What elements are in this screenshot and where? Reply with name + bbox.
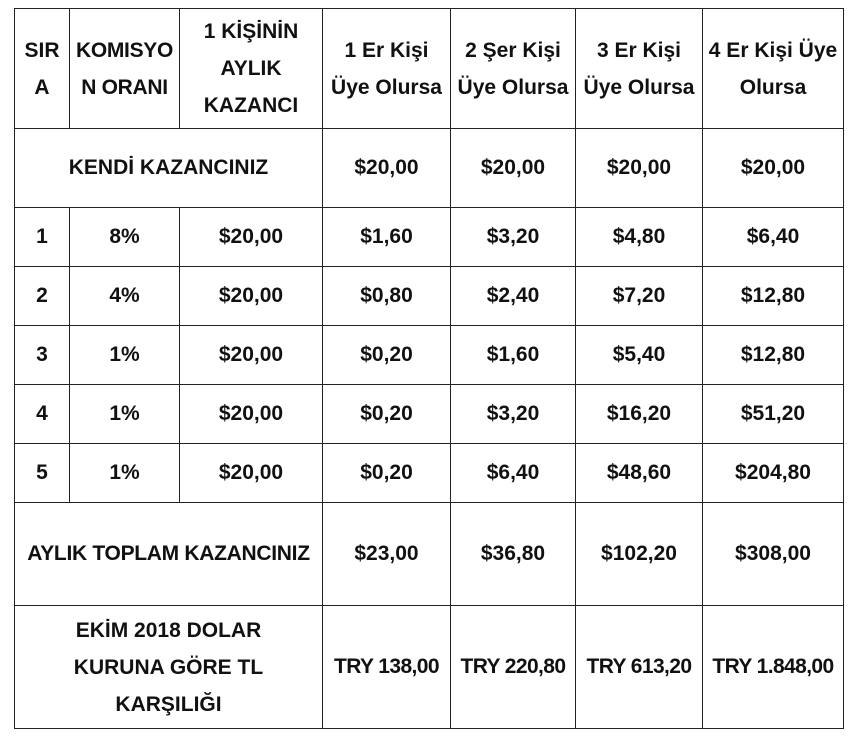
commission-table (14, 8, 844, 729)
row-value-3: $7,20 (576, 267, 703, 326)
header-3-er-kisi: 3 Er Kişi Üye Olursa (576, 9, 703, 129)
row-value-2: $2,40 (451, 267, 576, 326)
header-1-er-kisi: 1 Er Kişi Üye Olursa (323, 9, 451, 129)
header-aylik-kazanc: 1 KİŞİNİN AYLIK KAZANCI (180, 9, 323, 129)
row-oran: 1% (70, 444, 180, 503)
try-karsiligi-value-3: TRY 613,20 (576, 606, 703, 729)
aylik-toplam-label: AYLIK TOPLAM KAZANCINIZ (15, 503, 323, 606)
row-value-1: $1,60 (323, 208, 451, 267)
row-value-2: $1,60 (451, 326, 576, 385)
kendi-kazanc-label: KENDİ KAZANCINIZ (15, 129, 323, 208)
row-sira: 3 (15, 326, 70, 385)
row-kazanc: $20,00 (180, 208, 323, 267)
row-value-2: $3,20 (451, 385, 576, 444)
row-value-3: $4,80 (576, 208, 703, 267)
kendi-kazanc-value-3: $20,00 (576, 129, 703, 208)
try-karsiligi-label: EKİM 2018 DOLAR KURUNA GÖRE TL KARŞILIĞI (15, 606, 323, 729)
row-value-3: $48,60 (576, 444, 703, 503)
try-karsiligi-value-1: TRY 138,00 (323, 606, 451, 729)
row-value-2: $6,40 (451, 444, 576, 503)
table-row (15, 444, 844, 503)
header-sira: SIR A (15, 9, 70, 129)
row-value-3: $16,20 (576, 385, 703, 444)
try-karsiligi-row (15, 606, 844, 729)
row-sira: 1 (15, 208, 70, 267)
row-kazanc: $20,00 (180, 385, 323, 444)
row-value-2: $3,20 (451, 208, 576, 267)
row-value-4: $12,80 (703, 267, 844, 326)
row-value-1: $0,20 (323, 326, 451, 385)
kendi-kazanc-row (15, 129, 844, 208)
row-value-1: $0,20 (323, 385, 451, 444)
table-row (15, 326, 844, 385)
header-2-ser-kisi: 2 Şer Kişi Üye Olursa (451, 9, 576, 129)
row-oran: 1% (70, 326, 180, 385)
aylik-toplam-value-3: $102,20 (576, 503, 703, 606)
table-row (15, 208, 844, 267)
kendi-kazanc-value-2: $20,00 (451, 129, 576, 208)
row-kazanc: $20,00 (180, 267, 323, 326)
row-sira: 4 (15, 385, 70, 444)
row-oran: 4% (70, 267, 180, 326)
row-oran: 1% (70, 385, 180, 444)
row-value-4: $204,80 (703, 444, 844, 503)
row-value-4: $6,40 (703, 208, 844, 267)
table-row (15, 385, 844, 444)
aylik-toplam-value-1: $23,00 (323, 503, 451, 606)
aylik-toplam-row (15, 503, 844, 606)
row-oran: 8% (70, 208, 180, 267)
row-sira: 2 (15, 267, 70, 326)
kendi-kazanc-value-4: $20,00 (703, 129, 844, 208)
row-value-4: $51,20 (703, 385, 844, 444)
commission-table-container (14, 8, 844, 729)
row-value-3: $5,40 (576, 326, 703, 385)
row-value-1: $0,20 (323, 444, 451, 503)
row-kazanc: $20,00 (180, 444, 323, 503)
kendi-kazanc-value-1: $20,00 (323, 129, 451, 208)
header-komisyon-orani: KOMISYO N ORANI (70, 9, 180, 129)
row-sira: 5 (15, 444, 70, 503)
row-value-4: $12,80 (703, 326, 844, 385)
aylik-toplam-value-2: $36,80 (451, 503, 576, 606)
try-karsiligi-value-4: TRY 1.848,00 (703, 606, 844, 729)
row-kazanc: $20,00 (180, 326, 323, 385)
row-value-1: $0,80 (323, 267, 451, 326)
try-karsiligi-value-2: TRY 220,80 (451, 606, 576, 729)
aylik-toplam-value-4: $308,00 (703, 503, 844, 606)
header-row (15, 9, 844, 129)
header-4-er-kisi: 4 Er Kişi Üye Olursa (703, 9, 844, 129)
table-row (15, 267, 844, 326)
